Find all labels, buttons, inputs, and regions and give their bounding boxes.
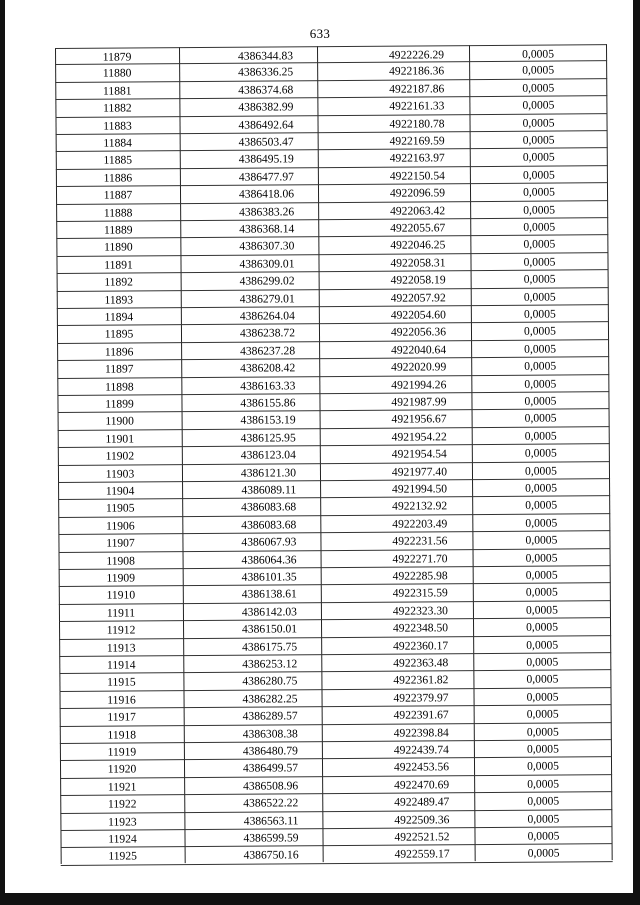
precision-value-cell: 0,0005: [523, 290, 556, 304]
y-coordinate-cell: 4922559.17: [394, 847, 450, 862]
point-id-cell: 11912: [106, 623, 136, 637]
x-coordinate-cell: 4386153.19: [240, 413, 296, 428]
point-id-cell: 11903: [105, 467, 135, 481]
precision-value-cell: 0,0005: [526, 725, 559, 739]
precision-value-cell: 0,0005: [526, 707, 559, 721]
y-coordinate-cell: 4922363.48: [393, 656, 449, 670]
x-coordinate-cell: 4386138.61: [241, 587, 297, 602]
point-id-cell: 11880: [102, 66, 132, 81]
precision-value-cell: 0,0005: [527, 846, 560, 861]
x-coordinate-cell: 4386123.04: [240, 448, 296, 462]
precision-value-cell: 0,0005: [527, 794, 560, 808]
precision-value-cell: 0,0005: [526, 655, 559, 669]
y-coordinate-cell: 4922398.84: [393, 725, 449, 740]
point-id-cell: 11902: [105, 449, 135, 463]
y-coordinate-cell: 4922058.19: [390, 273, 446, 287]
point-id-cell: 11896: [104, 345, 134, 359]
point-id-cell: 11920: [107, 762, 137, 777]
x-coordinate-cell: 4386522.22: [243, 796, 299, 810]
point-id-cell: 11923: [108, 815, 137, 829]
scan-edge-bottom: [0, 893, 640, 905]
point-id-cell: 11898: [105, 380, 134, 394]
y-coordinate-cell: 4922379.97: [393, 691, 449, 705]
point-id-cell: 11918: [107, 728, 137, 742]
precision-value-cell: 0,0005: [524, 394, 557, 408]
precision-value-cell: 0,0005: [526, 638, 559, 652]
y-coordinate-cell: 4922226.29: [388, 48, 445, 62]
point-id-cell: 11885: [103, 153, 133, 168]
y-coordinate-cell: 4922163.97: [389, 151, 445, 166]
y-coordinate-cell: 4921977.40: [391, 464, 448, 479]
point-id-cell: 11892: [104, 275, 133, 289]
x-coordinate-cell: 4386503.47: [238, 135, 294, 149]
x-coordinate-cell: 4386150.01: [241, 622, 298, 636]
x-coordinate-cell: 4386279.01: [239, 291, 295, 306]
x-coordinate-cell: 4386374.68: [238, 83, 294, 97]
x-coordinate-cell: 4386142.03: [241, 605, 297, 619]
precision-value-cell: 0,0005: [526, 620, 559, 634]
table-row: [61, 845, 613, 866]
x-coordinate-cell: 4386508.96: [243, 779, 299, 793]
x-coordinate-cell: 4386264.04: [239, 309, 295, 323]
y-coordinate-cell: 4922040.64: [390, 343, 447, 357]
point-id-cell: 11913: [106, 641, 136, 655]
y-coordinate-cell: 4922361.82: [393, 673, 449, 688]
y-coordinate-cell: 4921994.50: [391, 482, 448, 496]
point-id-cell: 11882: [103, 101, 132, 115]
precision-value-cell: 0,0005: [527, 777, 560, 791]
x-coordinate-cell: 4386163.33: [240, 378, 296, 393]
precision-value-cell: 0,0005: [523, 324, 556, 339]
precision-value-cell: 0,0005: [524, 411, 557, 426]
point-id-cell: 11906: [106, 519, 135, 533]
y-coordinate-cell: 4922054.60: [390, 308, 446, 322]
y-coordinate-cell: 4922046.25: [390, 238, 446, 253]
y-coordinate-cell: 4922453.56: [393, 760, 450, 775]
x-coordinate-cell: 4386308.38: [242, 726, 298, 741]
point-id-cell: 11909: [106, 571, 136, 585]
x-coordinate-cell: 4386480.79: [242, 744, 298, 758]
coordinates-table: [55, 44, 613, 864]
precision-value-cell: 0,0005: [523, 220, 556, 234]
x-coordinate-cell: 4386499.57: [242, 761, 299, 776]
y-coordinate-cell: 4922470.69: [394, 778, 450, 792]
point-id-cell: 11886: [103, 171, 133, 185]
precision-value-cell: 0,0005: [527, 812, 560, 826]
y-coordinate-cell: 4922285.98: [392, 569, 448, 583]
y-coordinate-cell: 4922186.36: [389, 64, 445, 79]
x-coordinate-cell: 4386299.02: [239, 274, 295, 288]
precision-value-cell: 0,0005: [527, 759, 560, 774]
point-id-cell: 11915: [107, 675, 136, 690]
y-coordinate-cell: 4922180.78: [389, 116, 445, 131]
x-coordinate-cell: 4386563.11: [243, 813, 299, 828]
precision-value-cell: 0,0005: [523, 203, 556, 217]
point-id-cell: 11884: [103, 136, 132, 150]
point-id-cell: 11911: [106, 606, 136, 620]
precision-value-cell: 0,0005: [524, 429, 557, 443]
point-id-cell: 11910: [106, 588, 136, 603]
x-coordinate-cell: 4386495.19: [238, 152, 294, 167]
x-coordinate-cell: 4386289.57: [242, 709, 298, 723]
precision-value-cell: 0,0005: [524, 342, 557, 356]
x-coordinate-cell: 4386238.72: [239, 326, 296, 341]
page-number: 633: [309, 26, 331, 41]
y-coordinate-cell: 4921987.99: [391, 395, 447, 409]
precision-value-cell: 0,0005: [524, 446, 557, 460]
x-coordinate-cell: 4386383.26: [239, 204, 295, 219]
x-coordinate-cell: 4386307.30: [239, 239, 295, 254]
x-coordinate-cell: 4386492.64: [238, 117, 294, 132]
x-coordinate-cell: 4386101.35: [241, 570, 297, 584]
x-coordinate-cell: 4386282.25: [242, 692, 298, 706]
x-coordinate-cell: 4386237.28: [239, 344, 296, 358]
point-id-cell: 11905: [105, 501, 135, 516]
precision-value-cell: 0,0005: [522, 98, 555, 112]
precision-value-cell: 0,0005: [524, 377, 557, 391]
point-id-cell: 11895: [104, 327, 134, 342]
point-id-cell: 11887: [103, 188, 133, 202]
x-coordinate-cell: 4386121.30: [240, 465, 297, 480]
x-coordinate-cell: 4386083.68: [241, 518, 297, 532]
scan-edge-left: [0, 0, 5, 905]
point-id-cell: 11922: [107, 797, 137, 811]
precision-value-cell: 0,0005: [525, 585, 558, 600]
y-coordinate-cell: 4922203.49: [392, 517, 448, 531]
x-coordinate-cell: 4386155.86: [240, 396, 296, 410]
y-coordinate-cell: 4922169.59: [389, 134, 445, 148]
y-coordinate-cell: 4922391.67: [393, 708, 449, 722]
precision-value-cell: 0,0005: [523, 272, 556, 286]
y-coordinate-cell: 4922439.74: [393, 743, 449, 757]
precision-value-cell: 0,0005: [522, 150, 555, 165]
precision-value-cell: 0,0005: [522, 168, 555, 182]
y-coordinate-cell: 4922509.36: [394, 812, 450, 827]
point-id-cell: 11889: [103, 223, 133, 237]
precision-value-cell: 0,0005: [522, 133, 555, 147]
y-coordinate-cell: 4922231.56: [392, 534, 448, 548]
x-coordinate-cell: 4386382.99: [238, 100, 294, 114]
y-coordinate-cell: 4922489.47: [394, 795, 450, 809]
point-id-cell: 11890: [104, 240, 133, 255]
y-coordinate-cell: 4922150.54: [389, 169, 445, 183]
precision-value-cell: 0,0005: [523, 185, 556, 199]
y-coordinate-cell: 4922058.31: [390, 256, 446, 270]
x-coordinate-cell: 4386599.59: [243, 831, 299, 845]
precision-value-cell: 0,0005: [523, 307, 556, 321]
y-coordinate-cell: 4922132.92: [392, 499, 448, 514]
point-id-cell: 11901: [105, 432, 135, 446]
precision-value-cell: 0,0005: [522, 47, 555, 61]
point-id-cell: 11904: [105, 484, 135, 498]
precision-value-cell: 0,0005: [522, 63, 555, 78]
precision-value-cell: 0,0005: [526, 742, 559, 756]
x-coordinate-cell: 4386083.68: [241, 500, 297, 515]
point-id-cell: 11881: [102, 84, 132, 98]
y-coordinate-cell: 4921994.26: [391, 377, 447, 392]
precision-value-cell: 0,0005: [524, 464, 557, 478]
y-coordinate-cell: 4921954.22: [391, 430, 447, 444]
y-coordinate-cell: 4922521.52: [394, 830, 450, 844]
point-id-cell: 11916: [107, 693, 136, 707]
x-coordinate-cell: 4386418.06: [238, 187, 295, 201]
precision-value-cell: 0,0005: [525, 516, 558, 530]
precision-value-cell: 0,0005: [525, 481, 558, 495]
precision-value-cell: 0,0005: [524, 359, 557, 373]
point-id-cell: 11908: [106, 554, 135, 568]
point-id-cell: 11907: [106, 536, 135, 550]
y-coordinate-cell: 4922055.67: [390, 221, 446, 235]
point-id-cell: 11914: [106, 658, 136, 672]
scan-edge-right: [633, 0, 640, 905]
y-coordinate-cell: 4921954.54: [391, 447, 447, 461]
y-coordinate-cell: 4922056.36: [390, 325, 447, 340]
precision-value-cell: 0,0005: [525, 551, 558, 565]
point-id-cell: 11888: [103, 206, 133, 220]
point-id-cell: 11925: [108, 849, 137, 864]
precision-value-cell: 0,0005: [527, 829, 560, 843]
precision-value-cell: 0,0005: [523, 255, 556, 269]
precision-value-cell: 0,0005: [525, 568, 558, 582]
precision-value-cell: 0,0005: [525, 603, 558, 617]
precision-value-cell: 0,0005: [526, 672, 559, 687]
point-id-cell: 11899: [105, 397, 134, 411]
precision-value-cell: 0,0005: [525, 533, 558, 547]
y-coordinate-cell: 4922020.99: [391, 360, 447, 374]
y-coordinate-cell: 4922063.42: [390, 203, 446, 218]
point-id-cell: 11883: [103, 119, 132, 133]
point-id-cell: 11879: [102, 50, 132, 64]
y-coordinate-cell: 4922187.86: [389, 82, 445, 96]
y-coordinate-cell: 4922271.70: [392, 551, 448, 566]
point-id-cell: 11894: [104, 310, 134, 324]
point-id-cell: 11891: [104, 258, 133, 272]
x-coordinate-cell: 4386477.97: [238, 170, 294, 184]
point-id-cell: 11921: [107, 780, 137, 794]
x-coordinate-cell: 4386344.83: [237, 49, 294, 63]
x-coordinate-cell: 4386089.11: [241, 483, 297, 497]
y-coordinate-cell: 4922161.33: [389, 99, 445, 113]
x-coordinate-cell: 4386253.12: [242, 657, 298, 671]
point-id-cell: 11893: [104, 293, 134, 307]
y-coordinate-cell: 4922057.92: [390, 290, 446, 305]
x-coordinate-cell: 4386064.36: [241, 552, 297, 567]
y-coordinate-cell: 4922096.59: [389, 186, 446, 200]
x-coordinate-cell: 4386125.95: [240, 431, 296, 445]
y-coordinate-cell: 4922348.50: [392, 621, 449, 635]
x-coordinate-cell: 4386208.42: [240, 361, 296, 375]
precision-value-cell: 0,0005: [525, 498, 558, 513]
x-coordinate-cell: 4386368.14: [239, 222, 295, 236]
y-coordinate-cell: 4922323.30: [392, 604, 448, 618]
point-id-cell: 11897: [104, 362, 134, 376]
point-id-cell: 11919: [107, 745, 137, 759]
x-coordinate-cell: 4386175.75: [242, 639, 298, 654]
x-coordinate-cell: 4386067.93: [241, 535, 297, 549]
x-coordinate-cell: 4386336.25: [238, 65, 294, 80]
precision-value-cell: 0,0005: [522, 116, 555, 130]
point-id-cell: 11917: [107, 710, 137, 724]
y-coordinate-cell: 4922315.59: [392, 586, 448, 601]
y-coordinate-cell: 4922360.17: [393, 638, 449, 653]
x-coordinate-cell: 4386750.16: [243, 848, 299, 863]
precision-value-cell: 0,0005: [522, 81, 555, 95]
point-id-cell: 11924: [108, 832, 137, 846]
y-coordinate-cell: 4921956.67: [391, 412, 447, 427]
precision-value-cell: 0,0005: [526, 690, 559, 704]
x-coordinate-cell: 4386280.75: [242, 674, 298, 689]
point-id-cell: 11900: [105, 414, 134, 429]
x-coordinate-cell: 4386309.01: [239, 257, 295, 271]
precision-value-cell: 0,0005: [523, 237, 556, 252]
